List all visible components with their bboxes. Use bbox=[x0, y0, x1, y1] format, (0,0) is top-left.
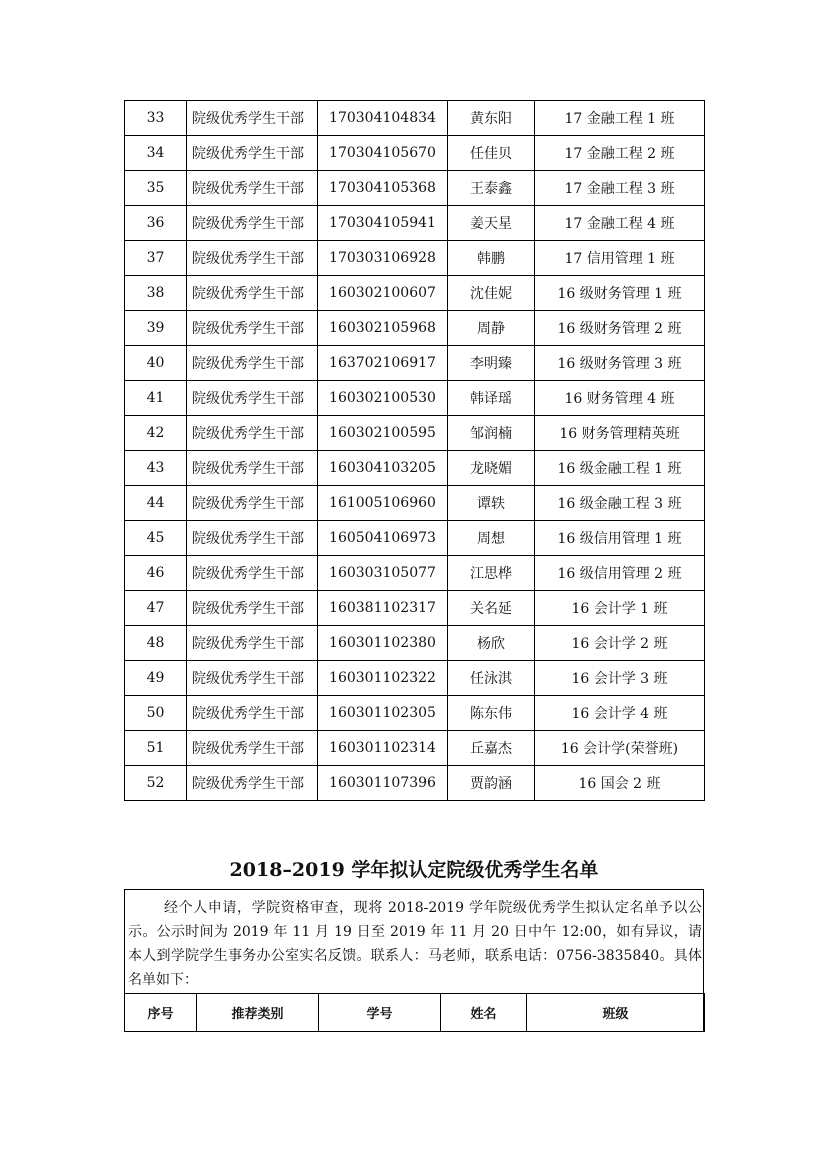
table-row bbox=[125, 346, 705, 381]
row-name: 黄东阳 bbox=[448, 101, 535, 136]
row-category: 院级优秀学生干部 bbox=[187, 591, 318, 626]
row-name: 贾韵涵 bbox=[448, 766, 535, 801]
row-number: 44 bbox=[125, 486, 187, 521]
row-number: 34 bbox=[125, 136, 187, 171]
row-category: 院级优秀学生干部 bbox=[187, 766, 318, 801]
row-student-id: 170303106928 bbox=[318, 241, 448, 276]
row-number: 43 bbox=[125, 451, 187, 486]
row-student-id: 160301107396 bbox=[318, 766, 448, 801]
row-number: 47 bbox=[125, 591, 187, 626]
row-class: 16 会计学 4 班 bbox=[535, 696, 705, 731]
row-name: 江思桦 bbox=[448, 556, 535, 591]
row-student-id: 160301102305 bbox=[318, 696, 448, 731]
row-class: 16 会计学 3 班 bbox=[535, 661, 705, 696]
section-title: 2018–2019 学年拟认定院级优秀学生名单 bbox=[229, 859, 599, 881]
row-student-id: 160302100530 bbox=[318, 381, 448, 416]
row-number: 41 bbox=[125, 381, 187, 416]
row-name: 任泳淇 bbox=[448, 661, 535, 696]
row-category: 院级优秀学生干部 bbox=[187, 311, 318, 346]
row-name: 杨欣 bbox=[448, 626, 535, 661]
row-class: 16 级金融工程 3 班 bbox=[535, 486, 705, 521]
row-student-id: 160301102322 bbox=[318, 661, 448, 696]
row-category: 院级优秀学生干部 bbox=[187, 381, 318, 416]
row-name: 周想 bbox=[448, 521, 535, 556]
row-name: 邹润楠 bbox=[448, 416, 535, 451]
row-student-id: 160302100595 bbox=[318, 416, 448, 451]
table-row bbox=[125, 311, 705, 346]
row-name: 李明臻 bbox=[448, 346, 535, 381]
row-category: 院级优秀学生干部 bbox=[187, 241, 318, 276]
table-row bbox=[125, 136, 705, 171]
row-student-id: 170304104834 bbox=[318, 101, 448, 136]
row-class: 16 级财务管理 3 班 bbox=[535, 346, 705, 381]
row-number: 46 bbox=[125, 556, 187, 591]
row-name: 关名延 bbox=[448, 591, 535, 626]
row-number: 49 bbox=[125, 661, 187, 696]
row-number: 45 bbox=[125, 521, 187, 556]
table-row bbox=[125, 521, 705, 556]
row-name: 王泰鑫 bbox=[448, 171, 535, 206]
table-row bbox=[125, 486, 705, 521]
row-number: 33 bbox=[125, 101, 187, 136]
row-name: 周静 bbox=[448, 311, 535, 346]
row-student-id: 170304105368 bbox=[318, 171, 448, 206]
table-row bbox=[125, 101, 705, 136]
header-table bbox=[124, 993, 705, 1032]
row-name: 韩译瑶 bbox=[448, 381, 535, 416]
row-class: 16 级信用管理 2 班 bbox=[535, 556, 705, 591]
row-number: 36 bbox=[125, 206, 187, 241]
row-class: 16 财务管理 4 班 bbox=[535, 381, 705, 416]
row-class: 17 金融工程 3 班 bbox=[535, 171, 705, 206]
row-name: 谭轶 bbox=[448, 486, 535, 521]
row-number: 40 bbox=[125, 346, 187, 381]
table-row bbox=[125, 381, 705, 416]
row-number: 35 bbox=[125, 171, 187, 206]
row-student-id: 160301102314 bbox=[318, 731, 448, 766]
row-name: 沈佳妮 bbox=[448, 276, 535, 311]
row-student-id: 160304103205 bbox=[318, 451, 448, 486]
row-class: 16 会计学 2 班 bbox=[535, 626, 705, 661]
row-student-id: 160504106973 bbox=[318, 521, 448, 556]
row-category: 院级优秀学生干部 bbox=[187, 661, 318, 696]
row-class: 16 级金融工程 1 班 bbox=[535, 451, 705, 486]
row-name: 丘嘉杰 bbox=[448, 731, 535, 766]
table-body bbox=[125, 101, 705, 801]
table-row bbox=[125, 556, 705, 591]
notice-text: 经个人申请，学院资格审查，现将 2018-2019 学年院级优秀学生拟认定名单予以公示。公示时间为 2019 年 11 月 19 日至 2019 年 11 月 20 日中午 12:00，如有异议，请本人到学院学生事务办公室实名反馈。联系人：马老师，联系电话：0756-3835840。具体名单如下： bbox=[128, 900, 702, 988]
row-category: 院级优秀学生干部 bbox=[187, 451, 318, 486]
row-number: 42 bbox=[125, 416, 187, 451]
row-class: 17 金融工程 4 班 bbox=[535, 206, 705, 241]
row-category: 院级优秀学生干部 bbox=[187, 101, 318, 136]
row-student-id: 160301102380 bbox=[318, 626, 448, 661]
row-student-id: 160381102317 bbox=[318, 591, 448, 626]
row-category: 院级优秀学生干部 bbox=[187, 486, 318, 521]
row-student-id: 161005106960 bbox=[318, 486, 448, 521]
table-row bbox=[125, 661, 705, 696]
table-row bbox=[125, 766, 705, 801]
row-category: 院级优秀学生干部 bbox=[187, 346, 318, 381]
notice-box bbox=[124, 889, 704, 1032]
award-list-table bbox=[124, 100, 705, 801]
header-student-id: 学号 bbox=[319, 994, 441, 1032]
table-row bbox=[125, 416, 705, 451]
header-name: 姓名 bbox=[441, 994, 527, 1032]
row-name: 韩鹏 bbox=[448, 241, 535, 276]
table-row bbox=[125, 626, 705, 661]
row-category: 院级优秀学生干部 bbox=[187, 521, 318, 556]
row-class: 16 级信用管理 1 班 bbox=[535, 521, 705, 556]
row-number: 48 bbox=[125, 626, 187, 661]
header-row bbox=[125, 994, 705, 1032]
row-number: 39 bbox=[125, 311, 187, 346]
header-category: 推荐类别 bbox=[197, 994, 319, 1032]
row-category: 院级优秀学生干部 bbox=[187, 171, 318, 206]
row-number: 37 bbox=[125, 241, 187, 276]
row-number: 50 bbox=[125, 696, 187, 731]
row-category: 院级优秀学生干部 bbox=[187, 556, 318, 591]
table-row bbox=[125, 591, 705, 626]
row-category: 院级优秀学生干部 bbox=[187, 696, 318, 731]
row-student-id: 160303105077 bbox=[318, 556, 448, 591]
row-number: 52 bbox=[125, 766, 187, 801]
row-name: 姜天星 bbox=[448, 206, 535, 241]
header-no: 序号 bbox=[125, 994, 197, 1032]
table-row bbox=[125, 276, 705, 311]
row-class: 16 级财务管理 2 班 bbox=[535, 311, 705, 346]
row-category: 院级优秀学生干部 bbox=[187, 626, 318, 661]
row-class: 16 会计学 1 班 bbox=[535, 591, 705, 626]
row-class: 17 信用管理 1 班 bbox=[535, 241, 705, 276]
row-class: 17 金融工程 1 班 bbox=[535, 101, 705, 136]
table-row bbox=[125, 731, 705, 766]
row-name: 龙晓媚 bbox=[448, 451, 535, 486]
table-row bbox=[125, 206, 705, 241]
row-student-id: 163702106917 bbox=[318, 346, 448, 381]
row-category: 院级优秀学生干部 bbox=[187, 206, 318, 241]
row-name: 任佳贝 bbox=[448, 136, 535, 171]
row-class: 17 金融工程 2 班 bbox=[535, 136, 705, 171]
table-row bbox=[125, 171, 705, 206]
row-student-id: 160302105968 bbox=[318, 311, 448, 346]
row-class: 16 财务管理精英班 bbox=[535, 416, 705, 451]
row-number: 38 bbox=[125, 276, 187, 311]
row-class: 16 会计学(荣誉班) bbox=[535, 731, 705, 766]
row-category: 院级优秀学生干部 bbox=[187, 136, 318, 171]
row-name: 陈东伟 bbox=[448, 696, 535, 731]
row-student-id: 170304105941 bbox=[318, 206, 448, 241]
row-category: 院级优秀学生干部 bbox=[187, 416, 318, 451]
row-class: 16 国会 2 班 bbox=[535, 766, 705, 801]
row-student-id: 170304105670 bbox=[318, 136, 448, 171]
row-student-id: 160302100607 bbox=[318, 276, 448, 311]
table-row bbox=[125, 451, 705, 486]
table-row bbox=[125, 241, 705, 276]
header-class: 班级 bbox=[527, 994, 705, 1032]
row-category: 院级优秀学生干部 bbox=[187, 276, 318, 311]
row-category: 院级优秀学生干部 bbox=[187, 731, 318, 766]
row-number: 51 bbox=[125, 731, 187, 766]
row-class: 16 级财务管理 1 班 bbox=[535, 276, 705, 311]
table-row bbox=[125, 696, 705, 731]
